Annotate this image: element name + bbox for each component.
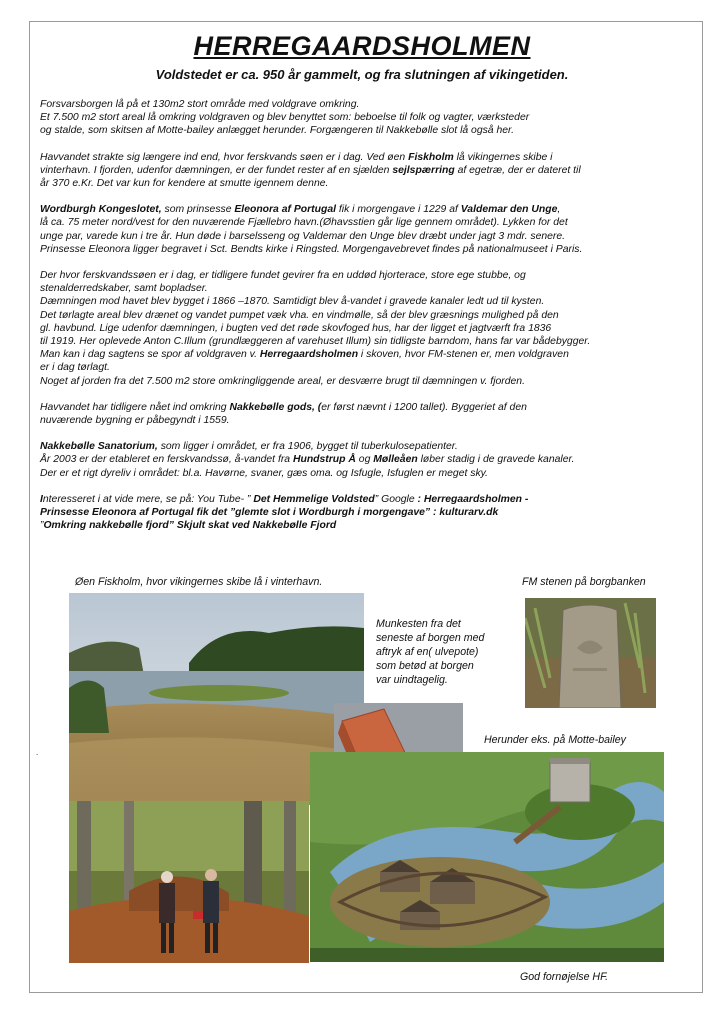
text-line: Havvandet har tidligere nået ind omkring Nakkebølle gods, (er først nævnt i 1200 tallet). Byggeriet af den	[40, 401, 527, 413]
body-text	[40, 98, 690, 545]
illustration-motte-bailey	[310, 752, 664, 962]
paragraph-freshwater-lake	[40, 269, 690, 388]
text-line: vinterhavn. I fjorden, udenfor dæmningen, er der fundet rester af en sjælden sejlspærring af egetræ, der er dateret til	[40, 164, 581, 176]
page-subtitle: Voldstedet er ca. 950 år gammelt, og fra slutningen af vikingetiden.	[155, 67, 569, 82]
text-line: Havvandet strakte sig længere ind end, hvor ferskvands søen er i dag. Ved øen Fiskholm lå vikingernes skibe i	[40, 151, 553, 163]
text-line: Et 7.500 m2 stort areal lå omkring voldgraven og blev benyttet som: beboelse til folk og vagter, værksteder	[40, 112, 530, 124]
text-line: år 370 e.Kr. Det var kun for kendere at smutte igennem denne.	[40, 178, 329, 190]
page-title: HERREGAARDSHOLMEN	[193, 31, 531, 61]
text-line: Prinsesse Eleonora af Portugal fik det ”glemte slot i Wordburgh i morgengave” : kulturarv.dk	[40, 507, 499, 519]
caption-munkesten: Munkesten fra det seneste af borgen med aftryk af en( ulvepote) som betød at borgen var uindtagelig.	[376, 618, 485, 686]
text-line: År 2003 er der etableret en ferskvandssø, å-vandet fra Hundstrup Å og Mølleåen løber stadig i de gravede kanaler.	[40, 454, 575, 466]
photo-forest-visitors	[69, 801, 309, 963]
paragraph-defense-castle	[40, 98, 690, 138]
caption-motte-bailey: Herunder eks. på Motte-bailey	[484, 734, 626, 746]
text-line: Der hvor ferskvandssøen er i dag, er tidligere fundet gevirer fra en uddød hjorterace, store ege stubbe, og	[40, 270, 526, 282]
text-line: Noget af jorden fra det 7.500 m2 store omkringliggende areal, er desværre brugt til dæmningen v. fjorden.	[40, 375, 525, 387]
text-line: Wordburgh Kongeslotet, som prinsesse Eleonora af Portugal fik i morgengave i 1229 af Valdemar den Unge,	[40, 204, 561, 216]
text-line: Man kan i dag sagtens se spor af voldgraven v. Herregaardsholmen i skoven, hvor FM-stenen er, men voldgraven	[40, 349, 569, 361]
text-line: stenalderredskaber, samt bopladser.	[40, 283, 208, 295]
text-line: gl. havbund. Lige udenfor dæmningen, i bugten ved det røde skovfoged hus, har der ligget et jagtværft fra 1836	[40, 322, 552, 334]
paragraph-nakkebolle-gods	[40, 401, 690, 427]
text-line: til 1919. Her oplevede Anton C.Illum (grundlæggeren af varehuset Illum) sin tidligste barndom, hans far var bådebygger.	[40, 336, 591, 348]
caption-fiskholm: Øen Fiskholm, hvor vikingernes skibe lå i vinterhavn.	[75, 576, 323, 588]
text-line: unge par, varede kun i tre år. Hun døde i barselsseng og Valdemar den Unge blev dræbt under jagt 3 mdr. senere.	[40, 230, 566, 242]
paragraph-wordburgh	[40, 203, 690, 256]
signoff: God fornøjelse HF.	[520, 971, 609, 983]
text-line: ”Omkring nakkebølle fjord” Skjult skat ved Nakkebølle Fjord	[40, 520, 337, 532]
text-line: Der er et rigt dyreliv i området: bl.a. Havørne, svaner, gæs oma. og Isfugle, Isfuglen er meget sky.	[40, 467, 488, 479]
paragraph-more-info	[40, 493, 690, 533]
paragraph-sea-water	[40, 151, 690, 191]
paragraph-sanatorium	[40, 440, 690, 480]
text-line: og stalde, som skitsen af Motte-bailey anlægget herunder. Forgængeren til Nakkebølle slot lå også her.	[40, 125, 514, 137]
text-line: Interesseret i at vide mere, se på: You Tube- ” Det Hemmelige Voldsted” Google : Herregaardsholmen -	[40, 493, 529, 505]
text-line: lå ca. 75 meter nord/vest for den nuværende Fjællebro havn.(Øhavsstien går lige gennem området). Lykken for det	[40, 217, 568, 229]
text-line: Nakkebølle Sanatorium, som ligger i området, er fra 1906, bygget til tuberkulosepatienter.	[40, 441, 458, 453]
text-line: nuværende bygning er påbegyndt i 1559.	[40, 415, 230, 427]
photo-fm-stone	[525, 598, 656, 708]
text-line: Dæmningen mod havet blev bygget i 1866 –1870. Samtidigt blev å-vandet i gravede kanaler ledt ud til kysten.	[40, 296, 545, 308]
text-line: Forsvarsborgen lå på et 130m2 stort område med voldgrave omkring.	[40, 99, 360, 110]
caption-fm-stone: FM stenen på borgbanken	[522, 576, 646, 588]
stray-mark: .	[36, 748, 39, 757]
text-line: Prinsesse Eleonora ligger begravet i Sct. Bendts kirke i Ringsted. Morgengavebrevet findes på nationalmuseet i Paris.	[40, 243, 583, 255]
text-line: er i dag tørlagt.	[40, 362, 110, 374]
text-line: Det tørlagte areal blev drænet og vandet pumpet væk vha. en vindmølle, så der blev græsnings mulighed på den	[40, 309, 559, 321]
